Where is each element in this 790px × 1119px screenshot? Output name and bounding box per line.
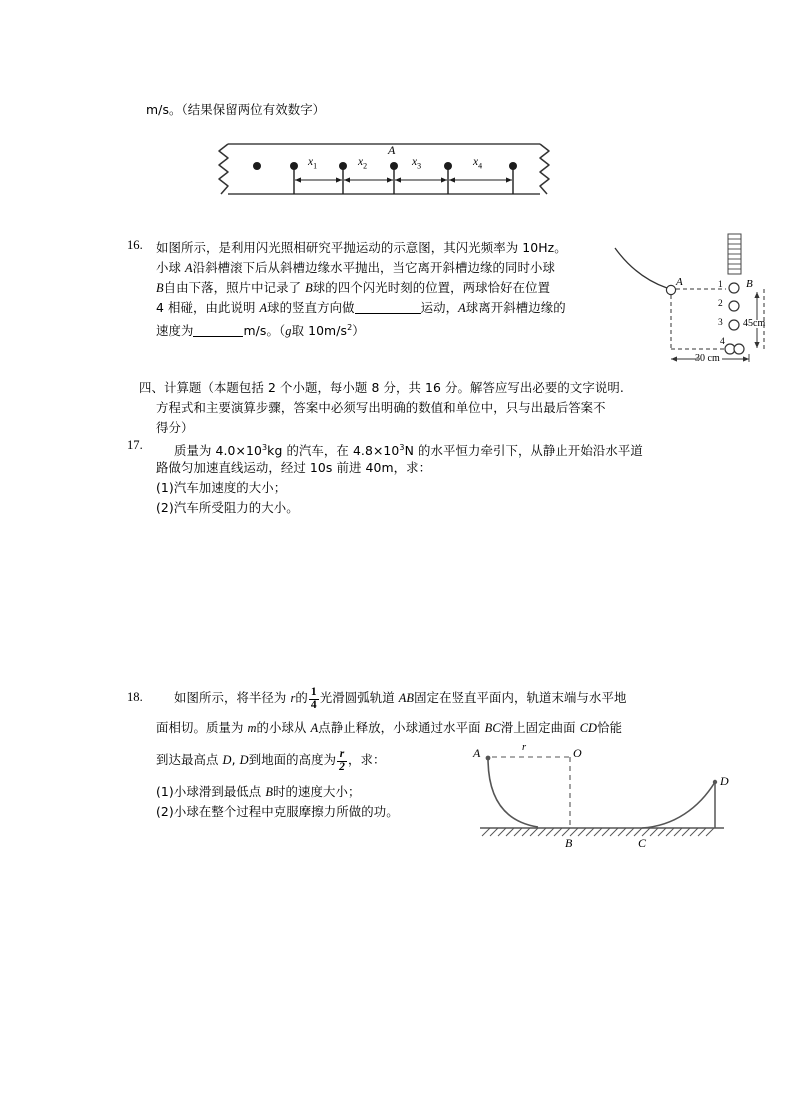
q16-fig-pos-4: 4	[720, 337, 725, 347]
q18-item-2: (2)小球在整个过程中克服摩擦力所做的功。	[156, 804, 399, 819]
q18-line-3: 到达最高点 D, D到地面的高度为 $\frac{r}{2}$ ，求：	[156, 748, 386, 773]
q16-line-1: 如图所示，是利用闪光照相研究平抛运动的示意图，其闪光频率为 10Hz。	[156, 240, 567, 255]
question-17-number: 17.	[127, 438, 143, 452]
q16-fig-horizontal-measure: 30 cm	[695, 353, 720, 364]
q16-fig-label-A: A	[676, 276, 683, 288]
q16-fig-pos-1: 1	[718, 280, 723, 290]
q18-fig-label-C: C	[638, 836, 647, 850]
fraction-r-over-2: $\frac{r}{2}$	[339, 748, 345, 773]
q17-line-1: 质量为 $4.0\times 10^3kg$ 的汽车，在 $4.8\times 10^3N$ 的水平恒力牵引下，从静止开始沿水平道	[174, 443, 643, 459]
q16-answer-blank-1[interactable]	[355, 300, 421, 314]
question-16-number: 16.	[127, 238, 143, 252]
q16-fig-label-B: B	[746, 278, 753, 290]
q16-line-2: 小球 A沿斜槽滚下后从斜槽边缘水平抛出，当它离开斜槽边缘的同时小球	[156, 260, 555, 275]
section-4-heading-line-3: 得分）	[156, 420, 194, 435]
tape-label-A: A	[388, 143, 396, 157]
tape-label-x4: $x_4$	[473, 156, 483, 171]
q16-fig-pos-2: 2	[718, 299, 723, 309]
q17-line-2: 路做匀加速直线运动，经过 10s 前进 40m，求：	[156, 460, 432, 475]
q18-fig-label-O: O	[573, 746, 582, 760]
q18-fig-label-A: A	[473, 746, 481, 760]
question-18-number: 18.	[127, 690, 143, 704]
q18-line-2: 面相切。质量为 m的小球从 A点静止释放，小球通过水平面 BC滑上固定曲面 CD恰能	[156, 720, 623, 735]
q18-fig-label-B: B	[565, 836, 573, 850]
section-4-heading-line-2: 方程式和主要演算步骤，答案中必须写出明确的数值和单位中，只与出最后答案不	[156, 400, 606, 415]
q16-line-3: B自由下落，照片中记录了 B球的四个闪光时刻的位置，两球恰好在位置	[156, 280, 551, 295]
arc-track-diagram	[466, 744, 746, 854]
q16-line-4: 4 相碰，由此说明 A球的竖直方向做 运动，A球离开斜槽边缘的	[156, 300, 566, 315]
flash-photo-tape-diagram	[210, 136, 560, 202]
q18-item-1: (1)小球滑到最低点 B时的速度大小；	[156, 784, 361, 799]
q17-item-2: (2)汽车所受阻力的大小。	[156, 500, 299, 515]
tape-label-x3: $x_3$	[412, 156, 422, 171]
tape-label-x2: $x_2$	[358, 156, 368, 171]
q18-fig-label-D: D	[720, 774, 729, 788]
q16-answer-blank-2[interactable]	[193, 323, 243, 337]
fraction-one-quarter: $\frac{1}{4}$	[310, 686, 317, 711]
tape-label-x1: $x_1$	[308, 156, 318, 171]
q16-fig-vertical-measure: 45cm	[743, 318, 766, 329]
top-answer-line: m/s。（结果保留两位有效数字）	[146, 102, 326, 117]
q18-fig-label-r: r	[522, 742, 527, 753]
projectile-collision-diagram	[612, 232, 790, 362]
q18-line-1: 如图所示，将半径为 r的 $\frac{1}{4}$ 光滑圆弧轨道 AB固定在竖直平面内，轨道末端与水平地	[174, 686, 627, 711]
q16-line-5: 速度为 m/s。（g取 $10m/s^2$）	[156, 323, 365, 339]
q17-item-1: (1)汽车加速度的大小；	[156, 480, 287, 495]
q16-fig-pos-3: 3	[718, 318, 723, 328]
section-4-heading-line-1: 四、计算题（本题包括 2 个小题，每小题 8 分，共 16 分。解答应写出必要的文字说明.	[139, 380, 624, 395]
